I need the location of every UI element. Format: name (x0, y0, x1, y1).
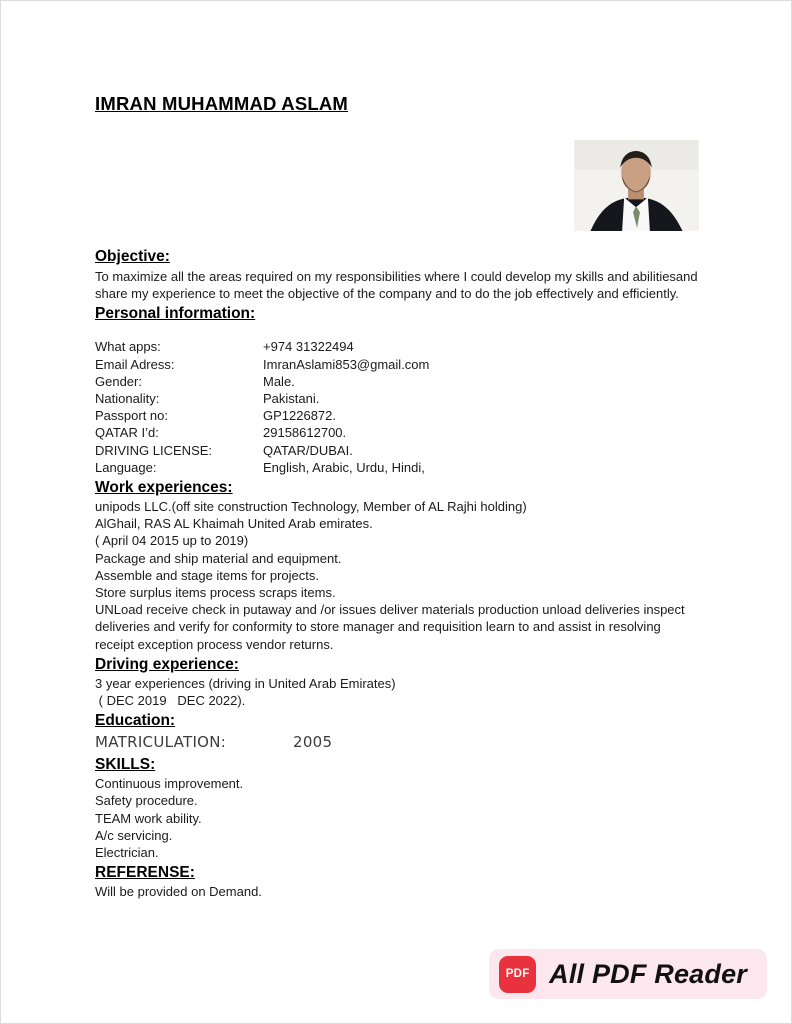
work-line: AlGhail, RAS AL Khaimah United Arab emirates. (95, 516, 373, 532)
all-pdf-reader-watermark[interactable] (489, 949, 767, 999)
field-value: ImranAslami853@gmail.com (263, 356, 430, 372)
personal-info-heading: Personal information: (95, 305, 256, 323)
reference-heading: REFERENSE: (95, 864, 195, 882)
work-line: Package and ship material and equipment. (95, 550, 342, 566)
field-row-nationality (95, 390, 699, 407)
personal-info-fields (95, 338, 699, 476)
field-row-language (95, 459, 699, 476)
skills-list (95, 775, 699, 861)
skill-item: A/c servicing. (95, 827, 173, 843)
field-label: Email Adress: (95, 356, 175, 372)
education-row (95, 731, 699, 753)
education-label: MATRICULATION: (95, 733, 227, 752)
driving-experience-lines (95, 675, 699, 709)
objective-heading: Objective: (95, 248, 170, 265)
work-experience-heading: Work experiences: (95, 479, 233, 497)
field-value: Male. (263, 373, 295, 389)
work-line: ( April 04 2015 up to 2019) (95, 533, 249, 549)
field-row-passport (95, 407, 699, 424)
field-value: QATAR/DUBAI. (263, 442, 353, 458)
field-value: GP1226872. (263, 408, 337, 424)
field-value: Pakistani. (263, 391, 320, 407)
skill-item: Continuous improvement. (95, 776, 244, 792)
reference-body: Will be provided on Demand. (95, 884, 262, 900)
work-line: UNLoad receive check in putaway and /or issues deliver materials production unload deliveries inspect deliveries and verify for conformity to store manager and requisition learn to and assist in resolving receipt exception process vendor returns. (95, 602, 685, 652)
work-experience-lines (95, 498, 699, 653)
skill-item: TEAM work ability. (95, 810, 202, 826)
field-row-qatar-id (95, 424, 699, 441)
skill-item: Electrician. (95, 845, 159, 861)
field-value: +974 31322494 (263, 339, 354, 355)
work-line: unipods LLC.(off site construction Technology, Member of AL Rajhi holding) (95, 499, 527, 515)
driving-line: 3 year experiences (driving in United Arab Emirates) (95, 675, 396, 691)
field-label: What apps: (95, 339, 161, 355)
field-value: 29158612700. (263, 425, 347, 441)
work-line: Assemble and stage items for projects. (95, 567, 319, 583)
work-line: Store surplus items process scraps items. (95, 585, 336, 601)
education-year: 2005 (293, 733, 333, 752)
field-label: DRIVING LICENSE: (95, 442, 213, 458)
field-label: Gender: (95, 373, 142, 389)
skills-heading: SKILLS: (95, 756, 156, 774)
field-row-whatsapp (95, 338, 699, 355)
field-label: QATAR I’d: (95, 425, 159, 441)
field-label: Language: (95, 459, 157, 475)
driving-experience-heading: Driving experience: (95, 655, 239, 673)
field-row-gender (95, 373, 699, 390)
field-label: Passport no: (95, 408, 168, 424)
field-row-email (95, 356, 699, 373)
pdf-icon: PDF (499, 956, 536, 993)
field-row-driving-license (95, 442, 699, 459)
field-label: Nationality: (95, 391, 160, 407)
candidate-name: IMRAN MUHAMMAD ASLAM (95, 93, 349, 114)
field-value: English, Arabic, Urdu, Hindi, (263, 459, 425, 475)
watermark-label: All PDF Reader (549, 958, 747, 989)
resume-content (95, 93, 699, 900)
objective-body: To maximize all the areas required on my responsibilities where I could develop my skills and abilitiesand share my experience to meet the objective of the company and to do the job effectively and efficiently. (95, 269, 698, 302)
skill-item: Safety procedure. (95, 793, 198, 809)
education-heading: Education: (95, 712, 176, 730)
driving-line: ( DEC 2019 DEC 2022). (95, 693, 246, 709)
